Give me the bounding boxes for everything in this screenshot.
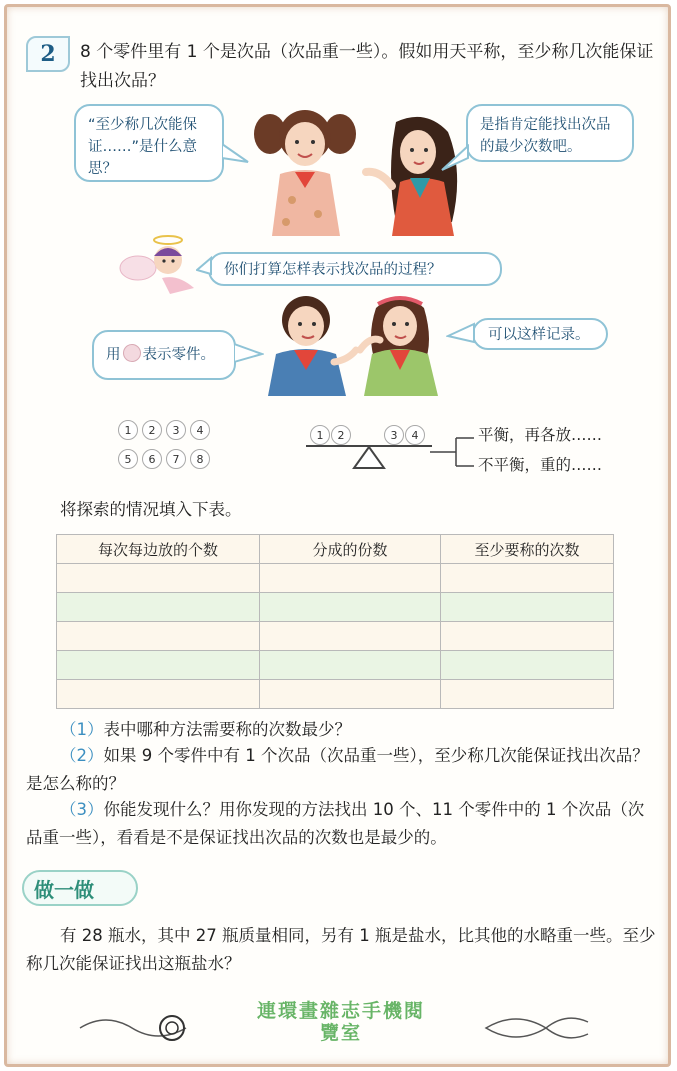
speech-bubble-answer	[466, 104, 634, 162]
table-row	[57, 651, 614, 680]
question-number: （3）	[60, 800, 104, 819]
table-header: 分成的份数	[260, 535, 441, 564]
bubble-answer-text: 是指肯定能找出次品的最少次数吧。	[480, 117, 611, 155]
practice-problem: 有 28 瓶水，其中 27 瓶质量相同，另有 1 瓶是盐水，比其他的水略重一些。至少称几次能保证找出这瓶盐水？	[26, 926, 656, 973]
table-cell[interactable]	[260, 564, 441, 593]
girl-long-hair-illustration	[356, 112, 468, 236]
girl-pigtails-illustration	[250, 96, 360, 236]
scale-part-circle: 1	[310, 425, 330, 445]
table-row	[57, 564, 614, 593]
speech-bubble-circle-meaning	[92, 330, 236, 380]
practice-title-text: 做一做	[34, 877, 94, 902]
question-text: 如果 9 个零件中有 1 个次品（次品重一些），至少称几次能保证找出次品？是怎么称的？	[26, 746, 649, 793]
scale-part-circle: 3	[384, 425, 404, 445]
bubble-tail-icon	[222, 140, 252, 170]
table-cell[interactable]	[260, 680, 441, 709]
part-circle: 3	[166, 420, 186, 440]
table-row	[57, 680, 614, 709]
question-3	[26, 796, 654, 852]
balance-scale-icon	[304, 444, 434, 470]
part-circle: 2	[142, 420, 162, 440]
circle-symbol-icon	[123, 344, 141, 362]
bubble-circle-text-suffix: 表示零件。	[142, 347, 215, 363]
question-1	[26, 716, 654, 744]
speech-bubble-record	[472, 318, 608, 350]
table-cell[interactable]	[441, 651, 614, 680]
angel-illustration	[118, 234, 202, 298]
boy-illustration	[264, 290, 360, 396]
bubble-question-text: “至少称几次能保证……”是什么意思？	[88, 117, 198, 177]
table-row	[57, 593, 614, 622]
part-circle: 4	[190, 420, 210, 440]
bubble-record-text: 可以这样记录。	[488, 327, 590, 343]
speech-bubble-question	[74, 104, 224, 182]
bubble-circle-text-prefix: 用	[106, 347, 121, 363]
part-circle: 7	[166, 449, 186, 469]
table-cell[interactable]	[57, 564, 260, 593]
table-header: 至少要称的次数	[441, 535, 614, 564]
bubble-tail-icon	[196, 256, 212, 278]
bubble-tail-icon	[446, 322, 476, 346]
question-number: （1）	[60, 720, 104, 739]
exploration-table	[56, 534, 614, 709]
part-circle: 5	[118, 449, 138, 469]
table-cell[interactable]	[57, 593, 260, 622]
balanced-outcome: 平衡，再各放……	[478, 426, 603, 444]
watermark-line-1: 連環畫雜志手機閱	[256, 1000, 425, 1022]
problem-statement: 8 个零件里有 1 个是次品（次品重一些）。假如用天平称，至少称几次能保证找出次品？	[80, 42, 654, 91]
part-circle: 6	[142, 449, 162, 469]
unbalanced-outcome: 不平衡，重的……	[478, 456, 603, 474]
table-cell[interactable]	[260, 651, 441, 680]
bubble-tail-icon	[440, 144, 470, 174]
table-cell[interactable]	[260, 622, 441, 651]
table-cell[interactable]	[441, 680, 614, 709]
bubble-tail-icon	[234, 342, 264, 366]
watermark	[196, 1000, 486, 1044]
table-cell[interactable]	[441, 564, 614, 593]
table-header: 每次每边放的个数	[57, 535, 260, 564]
table-cell[interactable]	[57, 651, 260, 680]
problem-number: 2	[40, 41, 56, 67]
question-2	[26, 742, 654, 798]
table-cell[interactable]	[57, 680, 260, 709]
table-instruction: 将探索的情况填入下表。	[60, 500, 242, 519]
table-row	[57, 622, 614, 651]
question-number: （2）	[60, 746, 104, 765]
question-text: 你能发现什么？用你发现的方法找出 10 个、11 个零件中的 1 个次品（次品重一些），看看是不是保证找出次品的次数也是最少的。	[26, 800, 645, 847]
problem-number-badge	[26, 36, 70, 72]
practice-title	[22, 870, 138, 906]
bubble-angel-text: 你们打算怎样表示找次品的过程？	[224, 262, 442, 278]
table-cell[interactable]	[57, 622, 260, 651]
part-circle: 8	[190, 449, 210, 469]
question-text: 表中哪种方法需要称的次数最少？	[103, 720, 351, 739]
table-cell[interactable]	[441, 593, 614, 622]
girl-headband-illustration	[350, 288, 446, 396]
scale-part-circle: 4	[405, 425, 425, 445]
branch-bracket-icon	[428, 430, 478, 476]
table-cell[interactable]	[260, 593, 441, 622]
scale-part-circle: 2	[331, 425, 351, 445]
speech-bubble-angel	[208, 252, 502, 286]
part-circle: 1	[118, 420, 138, 440]
table-cell[interactable]	[441, 622, 614, 651]
watermark-line-2: 覽室	[319, 1022, 362, 1044]
